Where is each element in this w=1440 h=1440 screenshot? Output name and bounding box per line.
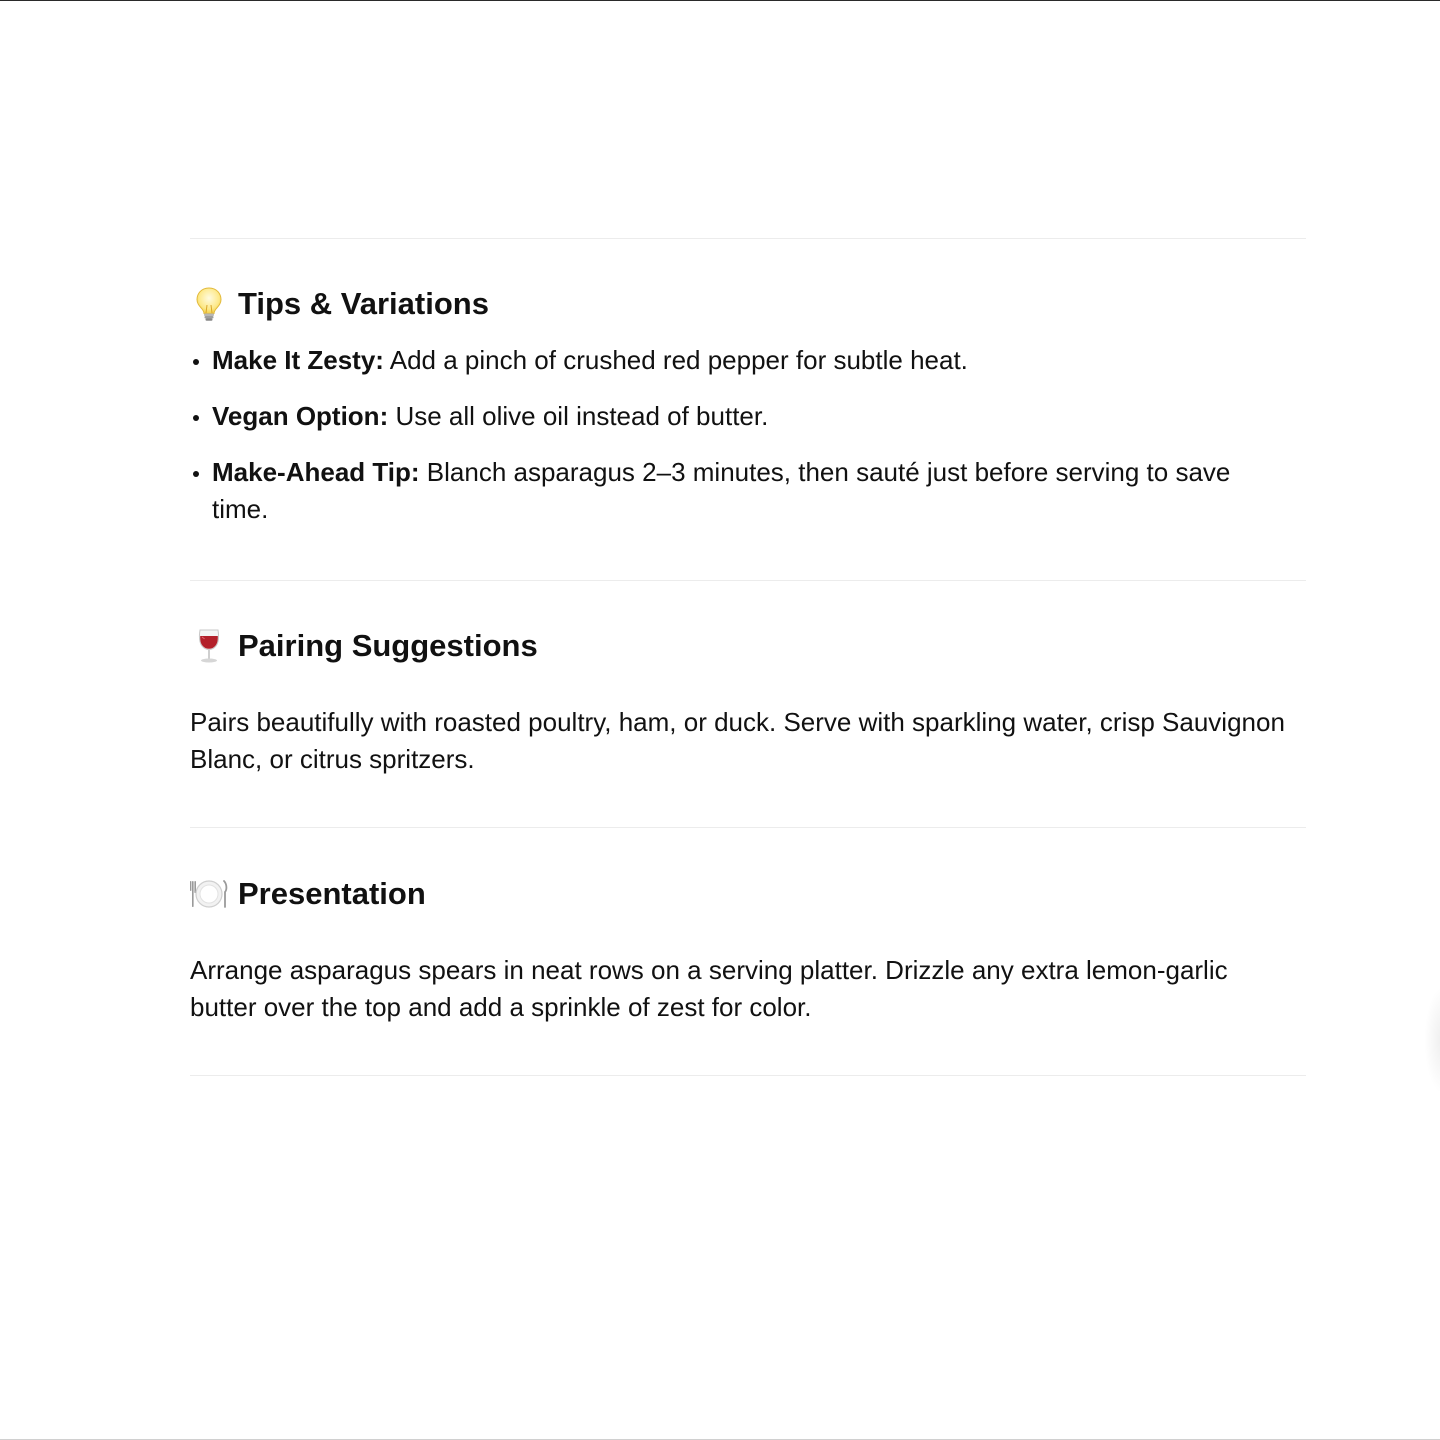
section-divider [190,238,1306,239]
pairing-heading [190,626,538,666]
presentation-heading-text: Presentation [238,876,426,911]
bullet-icon [193,415,199,421]
pairing-body: Pairs beautifully with roasted poultry, ham, or duck. Serve with sparkling water, crisp Sauvignon Blanc, or citrus spritzers. [190,707,1285,774]
tip-text: Blanch asparagus 2–3 minutes, then sauté just before serving to save time. [212,457,1231,524]
section-divider [190,1075,1306,1076]
section-divider [190,827,1306,828]
list-item [190,342,1290,379]
tip-text: Add a pinch of crushed red pepper for subtle heat. [383,345,968,375]
presentation-body: Arrange asparagus spears in neat rows on a serving platter. Drizzle any extra lemon-garlic butter over the top and add a sprinkle of zest for color. [190,955,1228,1022]
list-item [190,454,1290,528]
tip-label: Make It Zesty: [212,345,384,375]
top-edge-line [0,0,1440,1]
tips-heading-text: Tips & Variations [238,286,489,321]
bullet-icon [193,471,199,477]
tip-label: Make-Ahead Tip: [212,457,420,487]
tips-heading [190,284,489,324]
edge-shadow [1424,985,1440,1095]
tip-label: Vegan Option: [212,401,389,431]
wine-glass-icon [190,626,228,666]
bullet-icon [193,359,199,365]
pairing-heading-text: Pairing Suggestions [238,628,538,663]
lightbulb-icon [190,284,228,324]
tip-text: Use all olive oil instead of butter. [388,401,769,431]
plate-cutlery-icon [190,874,228,914]
list-item [190,398,1290,435]
section-divider [190,580,1306,581]
presentation-heading [190,874,426,914]
tips-list [190,342,1290,547]
